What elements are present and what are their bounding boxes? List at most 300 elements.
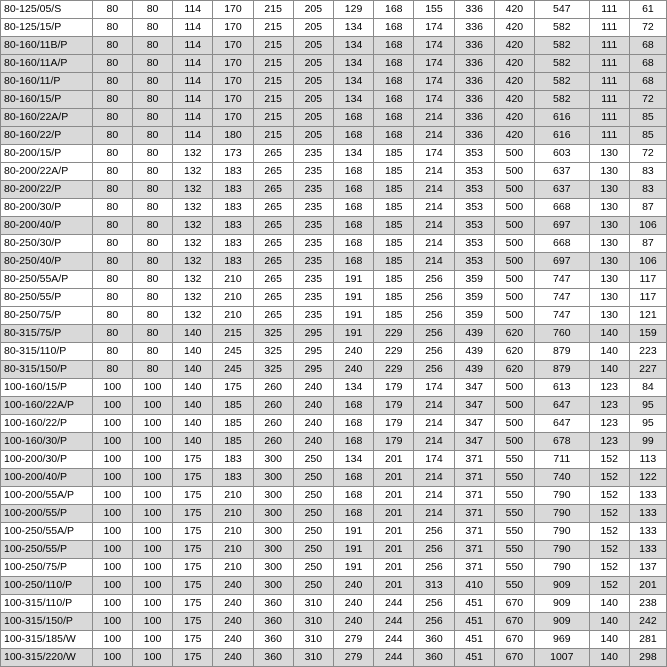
value-cell: 250 (293, 505, 333, 523)
value-cell: 201 (374, 541, 414, 559)
value-cell: 500 (494, 271, 534, 289)
value-cell: 969 (534, 631, 589, 649)
value-cell: 500 (494, 181, 534, 199)
value-cell: 265 (253, 217, 293, 235)
value-cell: 133 (629, 523, 666, 541)
value-cell: 185 (374, 289, 414, 307)
table-row (1, 613, 667, 631)
value-cell: 760 (534, 325, 589, 343)
value-cell: 260 (253, 415, 293, 433)
value-cell: 227 (629, 361, 666, 379)
value-cell: 134 (333, 19, 373, 37)
value-cell: 170 (213, 109, 253, 127)
value-cell: 80 (92, 73, 132, 91)
value-cell: 140 (173, 325, 213, 343)
table-row (1, 559, 667, 577)
value-cell: 300 (253, 541, 293, 559)
value-cell: 235 (293, 271, 333, 289)
value-cell: 325 (253, 325, 293, 343)
table-body (1, 1, 667, 667)
model-cell: 80-315/150/P (1, 361, 93, 379)
value-cell: 201 (374, 523, 414, 541)
value-cell: 170 (213, 37, 253, 55)
value-cell: 133 (629, 541, 666, 559)
value-cell: 185 (374, 235, 414, 253)
value-cell: 137 (629, 559, 666, 577)
table-row (1, 289, 667, 307)
value-cell: 214 (414, 505, 454, 523)
value-cell: 72 (629, 145, 666, 163)
value-cell: 111 (589, 37, 629, 55)
value-cell: 235 (293, 289, 333, 307)
value-cell: 451 (454, 631, 494, 649)
value-cell: 790 (534, 523, 589, 541)
value-cell: 174 (414, 379, 454, 397)
value-cell: 185 (374, 199, 414, 217)
value-cell: 168 (374, 37, 414, 55)
table-row (1, 235, 667, 253)
value-cell: 250 (293, 541, 333, 559)
value-cell: 353 (454, 145, 494, 163)
value-cell: 80 (132, 361, 172, 379)
value-cell: 117 (629, 271, 666, 289)
value-cell: 215 (253, 37, 293, 55)
value-cell: 132 (173, 253, 213, 271)
value-cell: 256 (414, 559, 454, 577)
value-cell: 174 (414, 145, 454, 163)
value-cell: 371 (454, 505, 494, 523)
value-cell: 168 (333, 163, 373, 181)
value-cell: 214 (414, 199, 454, 217)
value-cell: 235 (293, 145, 333, 163)
value-cell: 603 (534, 145, 589, 163)
value-cell: 201 (374, 487, 414, 505)
value-cell: 313 (414, 577, 454, 595)
value-cell: 174 (414, 451, 454, 469)
value-cell: 168 (333, 505, 373, 523)
model-cell: 80-160/11B/P (1, 37, 93, 55)
value-cell: 909 (534, 577, 589, 595)
table-row (1, 199, 667, 217)
value-cell: 210 (213, 271, 253, 289)
value-cell: 152 (589, 451, 629, 469)
value-cell: 175 (173, 505, 213, 523)
value-cell: 550 (494, 577, 534, 595)
value-cell: 1007 (534, 649, 589, 667)
value-cell: 80 (92, 343, 132, 361)
value-cell: 183 (213, 469, 253, 487)
value-cell: 359 (454, 271, 494, 289)
value-cell: 80 (132, 127, 172, 145)
value-cell: 265 (253, 253, 293, 271)
value-cell: 100 (92, 505, 132, 523)
value-cell: 100 (92, 595, 132, 613)
model-cell: 100-250/110/P (1, 577, 93, 595)
value-cell: 100 (92, 487, 132, 505)
value-cell: 168 (333, 235, 373, 253)
value-cell: 210 (213, 307, 253, 325)
value-cell: 229 (374, 343, 414, 361)
value-cell: 100 (132, 541, 172, 559)
value-cell: 214 (414, 181, 454, 199)
value-cell: 550 (494, 541, 534, 559)
value-cell: 310 (293, 631, 333, 649)
value-cell: 500 (494, 163, 534, 181)
value-cell: 140 (173, 397, 213, 415)
value-cell: 175 (173, 595, 213, 613)
value-cell: 185 (213, 397, 253, 415)
value-cell: 205 (293, 73, 333, 91)
value-cell: 100 (92, 613, 132, 631)
value-cell: 250 (293, 451, 333, 469)
value-cell: 260 (253, 397, 293, 415)
value-cell: 179 (374, 433, 414, 451)
value-cell: 132 (173, 199, 213, 217)
value-cell: 140 (173, 343, 213, 361)
value-cell: 114 (173, 37, 213, 55)
value-cell: 130 (589, 253, 629, 271)
table-row (1, 577, 667, 595)
table-row (1, 37, 667, 55)
value-cell: 80 (132, 253, 172, 271)
value-cell: 550 (494, 505, 534, 523)
value-cell: 879 (534, 343, 589, 361)
value-cell: 240 (333, 361, 373, 379)
value-cell: 353 (454, 199, 494, 217)
table-row (1, 487, 667, 505)
value-cell: 100 (132, 451, 172, 469)
value-cell: 244 (374, 613, 414, 631)
value-cell: 133 (629, 505, 666, 523)
value-cell: 72 (629, 19, 666, 37)
value-cell: 80 (132, 73, 172, 91)
value-cell: 250 (293, 469, 333, 487)
value-cell: 500 (494, 235, 534, 253)
value-cell: 240 (293, 379, 333, 397)
value-cell: 183 (213, 181, 253, 199)
value-cell: 214 (414, 127, 454, 145)
value-cell: 168 (374, 19, 414, 37)
value-cell: 670 (494, 649, 534, 667)
value-cell: 111 (589, 1, 629, 19)
value-cell: 130 (589, 289, 629, 307)
value-cell: 353 (454, 217, 494, 235)
value-cell: 168 (333, 109, 373, 127)
value-cell: 325 (253, 361, 293, 379)
value-cell: 185 (374, 217, 414, 235)
value-cell: 99 (629, 433, 666, 451)
value-cell: 114 (173, 127, 213, 145)
value-cell: 582 (534, 73, 589, 91)
table-row (1, 19, 667, 37)
value-cell: 325 (253, 343, 293, 361)
value-cell: 360 (414, 649, 454, 667)
value-cell: 123 (589, 415, 629, 433)
value-cell: 439 (454, 343, 494, 361)
model-cell: 100-200/55A/P (1, 487, 93, 505)
value-cell: 647 (534, 397, 589, 415)
value-cell: 191 (333, 559, 373, 577)
value-cell: 80 (132, 289, 172, 307)
value-cell: 909 (534, 595, 589, 613)
model-cell: 80-250/55/P (1, 289, 93, 307)
table-row (1, 505, 667, 523)
value-cell: 371 (454, 451, 494, 469)
value-cell: 185 (213, 433, 253, 451)
value-cell: 298 (629, 649, 666, 667)
value-cell: 250 (293, 577, 333, 595)
value-cell: 310 (293, 613, 333, 631)
value-cell: 80 (132, 91, 172, 109)
model-cell: 80-200/15/P (1, 145, 93, 163)
value-cell: 620 (494, 343, 534, 361)
value-cell: 72 (629, 91, 666, 109)
value-cell: 100 (132, 559, 172, 577)
value-cell: 747 (534, 289, 589, 307)
value-cell: 310 (293, 649, 333, 667)
value-cell: 360 (253, 595, 293, 613)
value-cell: 168 (374, 73, 414, 91)
value-cell: 256 (414, 595, 454, 613)
value-cell: 240 (333, 613, 373, 631)
value-cell: 670 (494, 613, 534, 631)
value-cell: 500 (494, 199, 534, 217)
table-row (1, 109, 667, 127)
value-cell: 244 (374, 595, 414, 613)
value-cell: 281 (629, 631, 666, 649)
value-cell: 420 (494, 91, 534, 109)
value-cell: 205 (293, 91, 333, 109)
value-cell: 87 (629, 199, 666, 217)
table-row (1, 379, 667, 397)
value-cell: 711 (534, 451, 589, 469)
value-cell: 205 (293, 19, 333, 37)
value-cell: 265 (253, 163, 293, 181)
value-cell: 185 (374, 181, 414, 199)
value-cell: 500 (494, 253, 534, 271)
value-cell: 439 (454, 361, 494, 379)
value-cell: 235 (293, 163, 333, 181)
value-cell: 582 (534, 55, 589, 73)
value-cell: 215 (213, 325, 253, 343)
value-cell: 87 (629, 235, 666, 253)
value-cell: 100 (132, 469, 172, 487)
value-cell: 359 (454, 289, 494, 307)
value-cell: 180 (213, 127, 253, 145)
value-cell: 170 (213, 1, 253, 19)
value-cell: 550 (494, 559, 534, 577)
value-cell: 214 (414, 109, 454, 127)
value-cell: 106 (629, 217, 666, 235)
value-cell: 240 (213, 613, 253, 631)
value-cell: 668 (534, 235, 589, 253)
value-cell: 347 (454, 415, 494, 433)
value-cell: 191 (333, 541, 373, 559)
value-cell: 550 (494, 469, 534, 487)
value-cell: 295 (293, 343, 333, 361)
value-cell: 353 (454, 181, 494, 199)
value-cell: 240 (333, 577, 373, 595)
value-cell: 214 (414, 397, 454, 415)
value-cell: 183 (213, 253, 253, 271)
value-cell: 132 (173, 181, 213, 199)
value-cell: 747 (534, 307, 589, 325)
value-cell: 111 (589, 19, 629, 37)
value-cell: 185 (374, 271, 414, 289)
value-cell: 80 (92, 181, 132, 199)
value-cell: 790 (534, 559, 589, 577)
value-cell: 240 (333, 343, 373, 361)
value-cell: 347 (454, 379, 494, 397)
value-cell: 410 (454, 577, 494, 595)
value-cell: 265 (253, 199, 293, 217)
value-cell: 130 (589, 181, 629, 199)
value-cell: 100 (132, 505, 172, 523)
value-cell: 201 (629, 577, 666, 595)
value-cell: 420 (494, 109, 534, 127)
value-cell: 100 (92, 541, 132, 559)
table-row (1, 325, 667, 343)
value-cell: 215 (253, 91, 293, 109)
value-cell: 132 (173, 235, 213, 253)
value-cell: 214 (414, 433, 454, 451)
model-cell: 100-315/220/W (1, 649, 93, 667)
value-cell: 582 (534, 91, 589, 109)
value-cell: 360 (253, 649, 293, 667)
value-cell: 168 (333, 469, 373, 487)
value-cell: 168 (333, 433, 373, 451)
model-cell: 80-160/15/P (1, 91, 93, 109)
value-cell: 174 (414, 37, 454, 55)
value-cell: 185 (374, 307, 414, 325)
value-cell: 500 (494, 289, 534, 307)
value-cell: 214 (414, 469, 454, 487)
value-cell: 152 (589, 541, 629, 559)
value-cell: 235 (293, 307, 333, 325)
value-cell: 500 (494, 145, 534, 163)
value-cell: 371 (454, 523, 494, 541)
value-cell: 240 (293, 415, 333, 433)
value-cell: 134 (333, 145, 373, 163)
value-cell: 140 (173, 361, 213, 379)
value-cell: 140 (589, 343, 629, 361)
value-cell: 256 (414, 325, 454, 343)
value-cell: 114 (173, 55, 213, 73)
value-cell: 265 (253, 307, 293, 325)
value-cell: 80 (132, 217, 172, 235)
table-row (1, 397, 667, 415)
value-cell: 175 (213, 379, 253, 397)
value-cell: 214 (414, 487, 454, 505)
model-cell: 80-315/110/P (1, 343, 93, 361)
value-cell: 697 (534, 217, 589, 235)
value-cell: 170 (213, 19, 253, 37)
value-cell: 790 (534, 505, 589, 523)
value-cell: 100 (132, 487, 172, 505)
value-cell: 117 (629, 289, 666, 307)
value-cell: 185 (374, 163, 414, 181)
value-cell: 132 (173, 145, 213, 163)
value-cell: 80 (132, 1, 172, 19)
value-cell: 620 (494, 325, 534, 343)
value-cell: 95 (629, 397, 666, 415)
value-cell: 240 (333, 595, 373, 613)
value-cell: 179 (374, 397, 414, 415)
value-cell: 152 (589, 487, 629, 505)
value-cell: 451 (454, 613, 494, 631)
table-row (1, 181, 667, 199)
value-cell: 114 (173, 91, 213, 109)
value-cell: 179 (374, 415, 414, 433)
value-cell: 256 (414, 307, 454, 325)
value-cell: 879 (534, 361, 589, 379)
value-cell: 100 (92, 397, 132, 415)
model-cell: 80-160/22A/P (1, 109, 93, 127)
model-cell: 80-160/11/P (1, 73, 93, 91)
value-cell: 168 (333, 127, 373, 145)
value-cell: 500 (494, 217, 534, 235)
value-cell: 174 (414, 55, 454, 73)
value-cell: 134 (333, 55, 373, 73)
value-cell: 100 (132, 397, 172, 415)
value-cell: 140 (589, 631, 629, 649)
table-row (1, 595, 667, 613)
value-cell: 250 (293, 523, 333, 541)
value-cell: 451 (454, 595, 494, 613)
value-cell: 168 (374, 127, 414, 145)
value-cell: 214 (414, 217, 454, 235)
value-cell: 238 (629, 595, 666, 613)
value-cell: 100 (132, 415, 172, 433)
value-cell: 210 (213, 289, 253, 307)
value-cell: 451 (454, 649, 494, 667)
value-cell: 168 (374, 1, 414, 19)
value-cell: 80 (132, 307, 172, 325)
value-cell: 201 (374, 505, 414, 523)
value-cell: 111 (589, 73, 629, 91)
value-cell: 152 (589, 469, 629, 487)
value-cell: 130 (589, 145, 629, 163)
model-cell: 80-200/30/P (1, 199, 93, 217)
model-cell: 100-160/30/P (1, 433, 93, 451)
value-cell: 550 (494, 523, 534, 541)
value-cell: 215 (253, 1, 293, 19)
value-cell: 80 (92, 19, 132, 37)
value-cell: 152 (589, 523, 629, 541)
value-cell: 183 (213, 451, 253, 469)
value-cell: 168 (333, 253, 373, 271)
value-cell: 130 (589, 199, 629, 217)
value-cell: 132 (173, 217, 213, 235)
value-cell: 550 (494, 451, 534, 469)
model-cell: 100-160/15/P (1, 379, 93, 397)
value-cell: 191 (333, 523, 373, 541)
value-cell: 111 (589, 109, 629, 127)
value-cell: 113 (629, 451, 666, 469)
value-cell: 300 (253, 451, 293, 469)
value-cell: 191 (333, 271, 373, 289)
value-cell: 132 (173, 271, 213, 289)
value-cell: 205 (293, 37, 333, 55)
value-cell: 134 (333, 451, 373, 469)
value-cell: 175 (173, 541, 213, 559)
value-cell: 215 (253, 109, 293, 127)
value-cell: 174 (414, 19, 454, 37)
value-cell: 100 (132, 649, 172, 667)
value-cell: 300 (253, 559, 293, 577)
table-row (1, 649, 667, 667)
value-cell: 300 (253, 487, 293, 505)
